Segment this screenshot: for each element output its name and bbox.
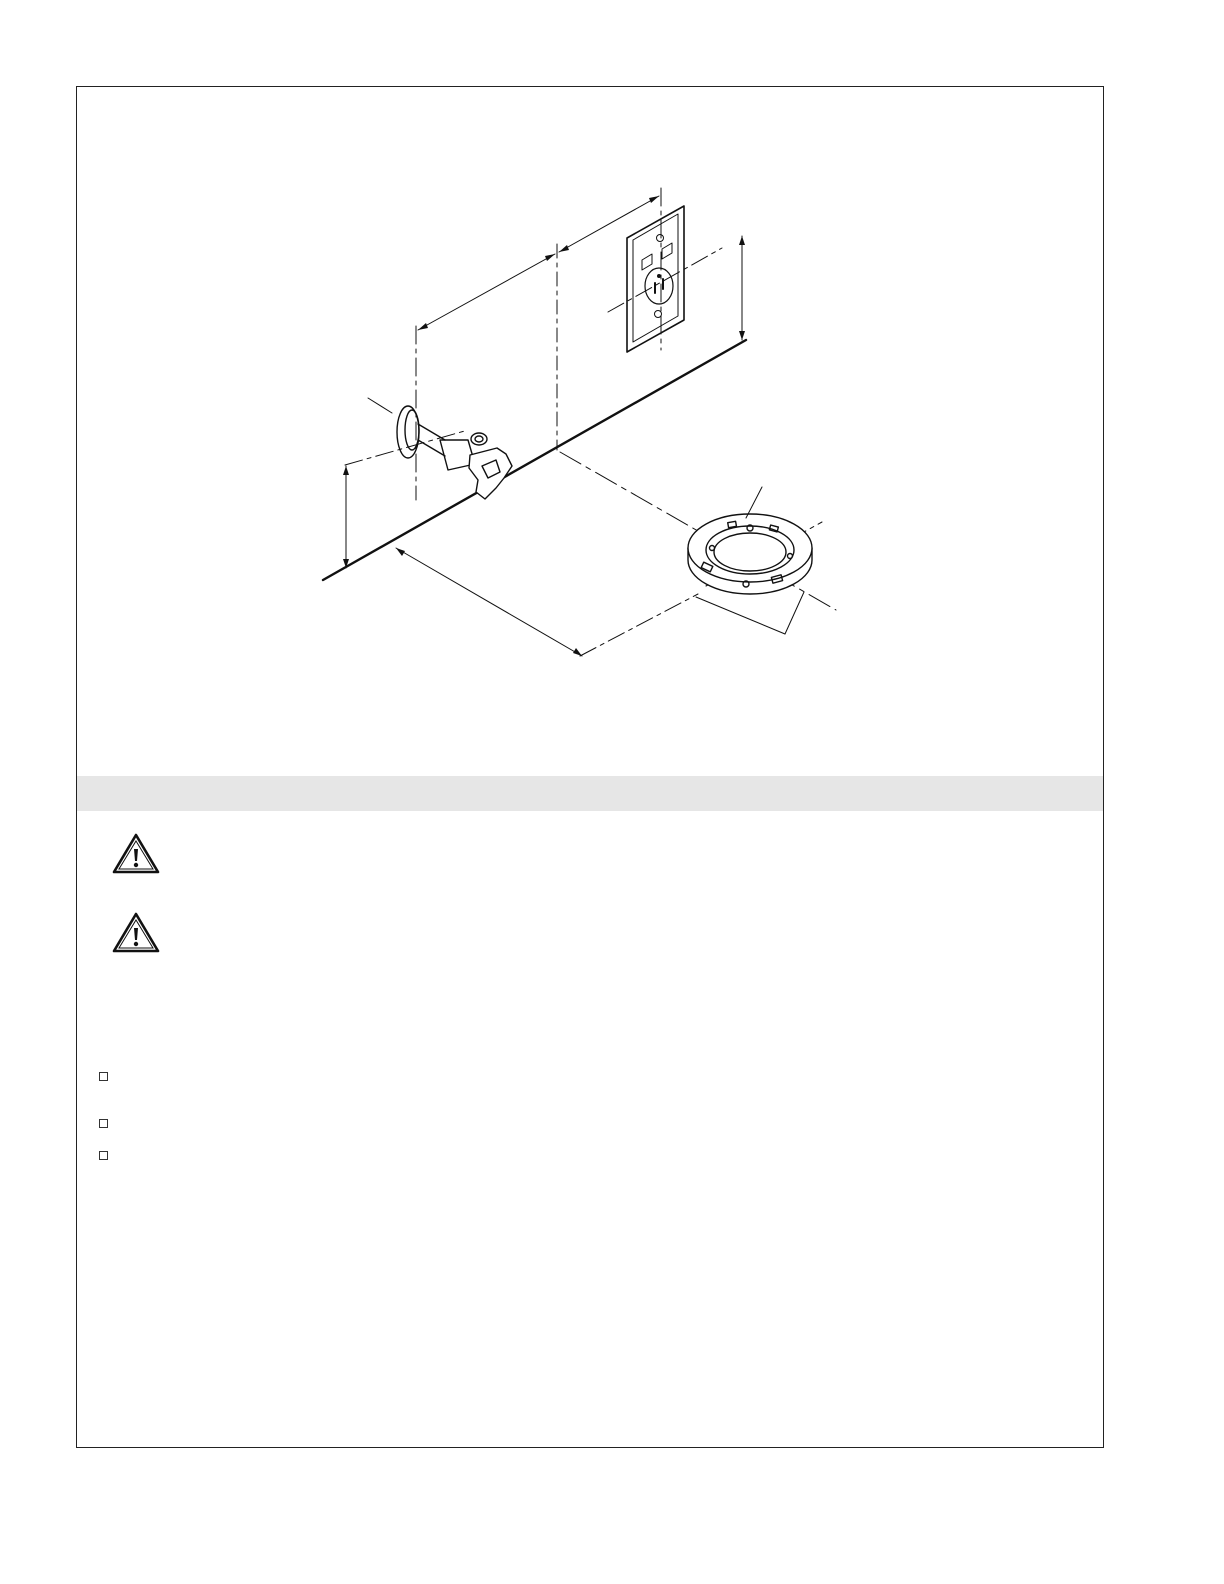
checkbox-icon[interactable] <box>99 1151 108 1160</box>
rough-in-diagram <box>0 0 1224 760</box>
supply-valve <box>397 406 512 499</box>
checkbox-icon[interactable] <box>99 1119 108 1128</box>
warning-triangle-icon <box>111 911 161 955</box>
toilet-flange <box>688 514 812 594</box>
section-heading-band <box>77 776 1103 811</box>
floor-line <box>323 340 746 580</box>
warning-triangle-icon <box>111 832 161 876</box>
electrical-outlet <box>627 206 684 352</box>
checkbox-icon[interactable] <box>99 1072 108 1081</box>
